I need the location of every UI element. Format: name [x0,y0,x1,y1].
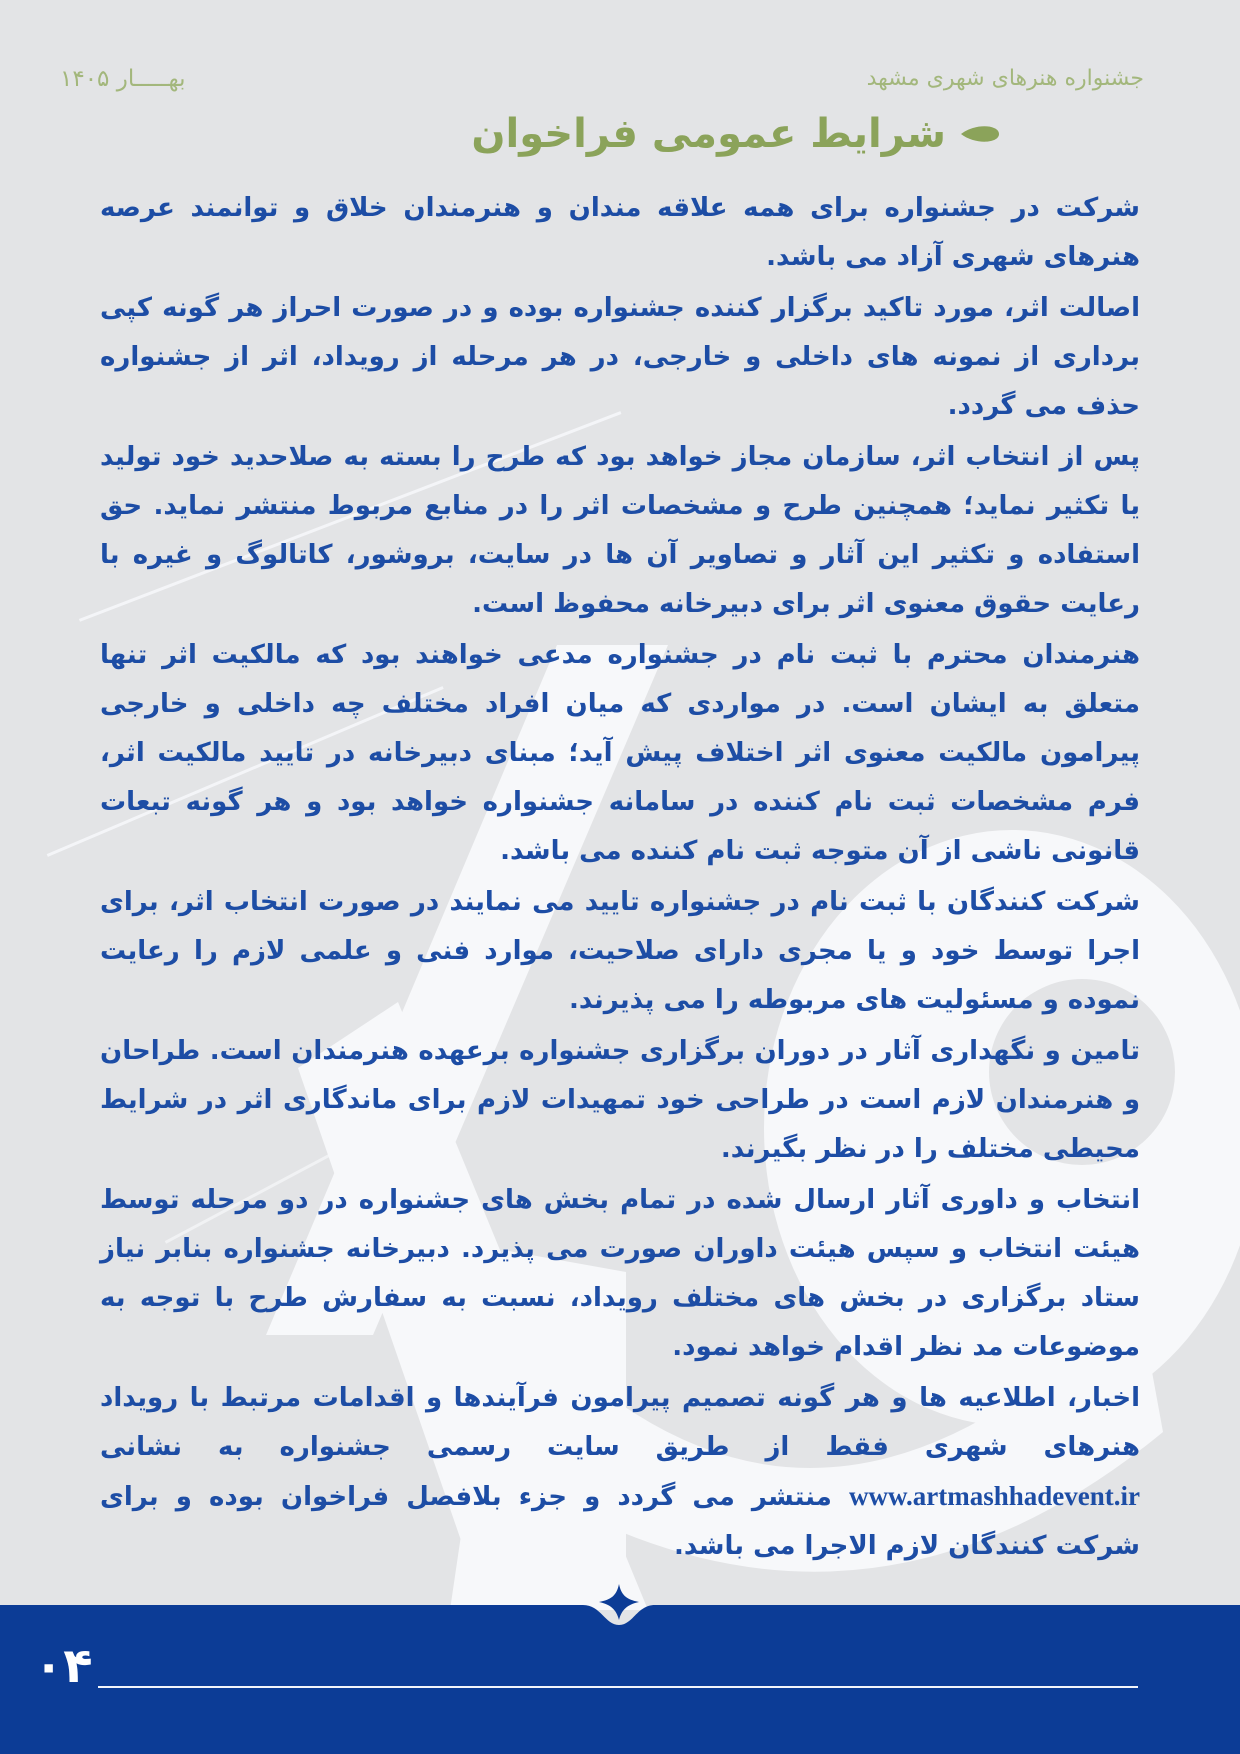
section-bullet-icon [960,120,1000,148]
page-header [60,66,1144,92]
body-text [100,184,1140,1573]
body-paragraph: انتخاب و داوری آثار ارسال شده در تمام بخش های جشنواره در دو مرحله توسط هیئت انتخاب و سپس هیئت داوران صورت می پذیرد. دبیرخانه جشنواره بنابر نیاز ستاد برگزاری در بخش های مختلف رویداد، نسبت به سفارش طرح با توجه به موضوعات مد نظر اقدام خواهد نمود. [100,1185,1140,1362]
website-url: www.artmashhadevent.ir [849,1481,1140,1511]
body-paragraph: تامین و نگهداری آثار در دوران برگزاری جشنواره برعهده هنرمندان است. طراحان و هنرمندان لازم است در طراحی خود تمهیدات لازم برای ماندگاری اثر در شرایط محیطی مختلف را در نظر بگیرند. [100,1036,1140,1164]
body-paragraph: اخبار، اطلاعیه ها و هر گونه تصمیم پیرامون فرآیندها و اقدامات مرتبط با رویداد هنرهای شهری فقط از طریق سایت رسمی جشنواره به نشانی www.artmashhadevent.ir منتشر می گردد و جزء بلافصل فراخوان بوده و برای شرکت کنندگان لازم الاجرا می باشد. [100,1383,1140,1561]
festival-name: جشنواره هنرهای شهری مشهد [866,66,1144,91]
footer-band [0,1584,1240,1754]
edition-season: بهـــــار ۱۴۰۵ [60,66,186,92]
section-title-row [471,106,1000,162]
body-paragraph: شرکت در جشنواره برای همه علاقه مندان و هنرمندان خلاق و توانمند عرصه هنرهای شهری آزاد می باشد. [100,193,1140,272]
body-paragraph: اصالت اثر، مورد تاکید برگزار کننده جشنواره بوده و در صورت احراز هر گونه کپی برداری از نمونه های داخلی و خارجی، در هر مرحله از رویداد، اثر از جشنواره حذف می گردد. [100,293,1140,421]
section-title: شرایط عمومی فراخوان [471,111,946,157]
body-paragraph: هنرمندان محترم با ثبت نام در جشنواره مدعی خواهند بود که مالکیت اثر تنها متعلق به ایشان است. در مواردی که میان افراد مختلف چه داخلی و خارجی پیرامون مالکیت معنوی اثر اختلاف پیش آید؛ مبنای دبیرخانه در تایید مالکیت اثر، فرم مشخصات ثبت نام کننده در سامانه جشنواره خواهد بود و هر گونه تبعات قانونی ناشی از آن متوجه ثبت نام کننده می باشد. [100,640,1140,866]
body-paragraph: شرکت کنندگان با ثبت نام در جشنواره تایید می نمایند در صورت انتخاب اثر، برای اجرا توسط خود و یا مجری دارای صلاحیت، موارد فنی و علمی لازم را رعایت نموده و مسئولیت های مربوطه را می پذیرند. [100,887,1140,1015]
footer-bar [0,1605,1240,1754]
body-paragraph: پس از انتخاب اثر، سازمان مجاز خواهد بود که طرح را بسته به صلاحدید خود تولید یا تکثیر نماید؛ همچنین طرح و مشخصات اثر را در منابع مربوط منتشر نماید. حق استفاده و تکثیر این آثار و تصاویر آن ها در سایت، بروشور، کاتالوگ و غیره با رعایت حقوق معنوی اثر برای دبیرخانه محفوظ است. [100,442,1140,619]
diamond-ornament-icon [599,1584,639,1620]
page-number: ۰۴ [34,1638,93,1694]
footer-rule [98,1686,1138,1688]
